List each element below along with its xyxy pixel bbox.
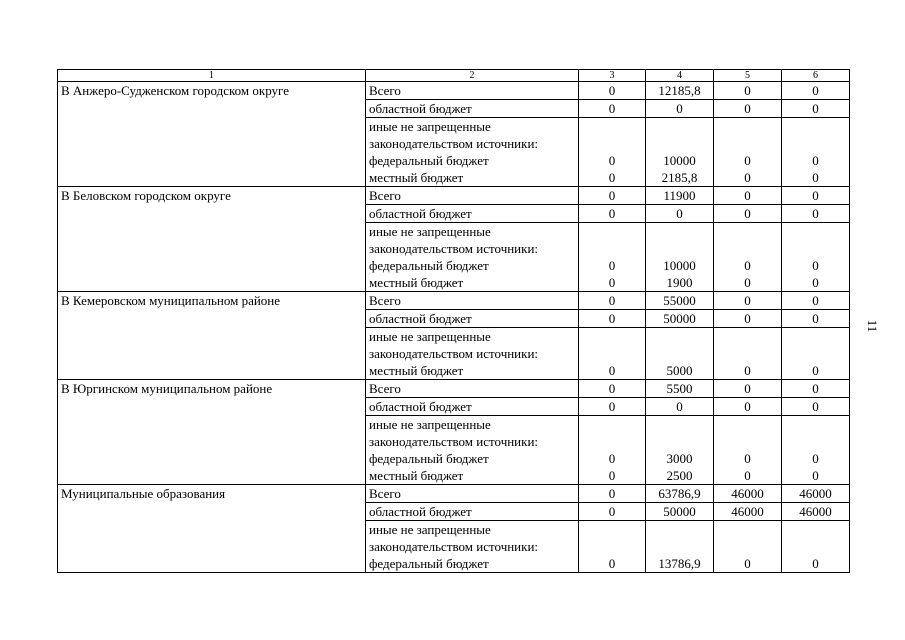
value-cell — [646, 521, 714, 573]
value-cell: 46000 — [782, 503, 850, 521]
value-cell — [579, 416, 646, 485]
spacer-line — [717, 118, 778, 135]
value-cell: 46000 — [714, 485, 782, 503]
source-value: 0 — [812, 275, 819, 290]
spacer-line — [785, 118, 846, 135]
value-cell: 0 — [782, 292, 850, 310]
row-label-other-sources — [366, 416, 579, 485]
spacer-line — [582, 328, 642, 345]
value-cell — [579, 118, 646, 187]
source-value: 3000 — [666, 451, 693, 466]
page-number: 11 — [865, 319, 880, 333]
table-row-total — [58, 485, 850, 503]
value-cell — [782, 223, 850, 292]
spacer-line — [649, 240, 710, 257]
row-label-regional: областной бюджет — [366, 503, 579, 521]
column-number-header: 5 — [714, 70, 782, 82]
source-value: 2500 — [666, 468, 693, 483]
source-value: 0 — [744, 468, 751, 483]
value-cell: 0 — [782, 380, 850, 398]
value-cell: 0 — [646, 205, 714, 223]
table-row-total — [58, 187, 850, 205]
source-value: 0 — [744, 170, 751, 185]
value-cell: 0 — [714, 205, 782, 223]
value-cell — [782, 118, 850, 187]
source-value: 0 — [812, 556, 819, 571]
spacer-line — [582, 135, 642, 152]
table-row-total — [58, 380, 850, 398]
source-value: 0 — [608, 363, 616, 378]
row-label-total: Всего — [366, 187, 579, 205]
column-number-header: 4 — [646, 70, 714, 82]
value-cell: 50000 — [646, 503, 714, 521]
value-cell: 0 — [579, 310, 646, 328]
row-label-total: Всего — [366, 485, 579, 503]
table-row-total — [58, 292, 850, 310]
spacer-line — [785, 521, 846, 538]
source-value: 0 — [812, 363, 819, 378]
value-cell: 0 — [714, 82, 782, 100]
column-number-header: 3 — [579, 70, 646, 82]
value-cell: 11900 — [646, 187, 714, 205]
source-value: 0 — [812, 153, 819, 168]
municipality-name: В Юргинском муниципальном районе — [58, 380, 366, 485]
spacer-line — [785, 538, 846, 555]
value-cell — [782, 328, 850, 380]
source-value: 0 — [812, 258, 819, 273]
spacer-line — [649, 135, 710, 152]
spacer-line — [582, 223, 642, 240]
value-cell — [646, 223, 714, 292]
value-cell: 50000 — [646, 310, 714, 328]
spacer-line — [785, 345, 846, 362]
source-label: федеральный бюджет — [369, 258, 489, 273]
value-cell: 0 — [714, 398, 782, 416]
value-cell: 0 — [714, 380, 782, 398]
source-value: 0 — [608, 170, 616, 185]
row-label-total: Всего — [366, 380, 579, 398]
value-cell: 0 — [782, 310, 850, 328]
value-cell: 0 — [714, 310, 782, 328]
spacer-line — [717, 433, 778, 450]
source-label: местный бюджет — [369, 468, 464, 483]
source-value: 0 — [608, 451, 616, 466]
value-cell: 0 — [579, 100, 646, 118]
source-value: 13786,9 — [658, 556, 701, 571]
value-cell — [579, 328, 646, 380]
column-number-header: 1 — [58, 70, 366, 82]
source-value: 0 — [812, 170, 819, 185]
row-label-other-sources — [366, 328, 579, 380]
other-sources-heading-line: иные не запрещенные — [369, 329, 491, 344]
value-cell: 0 — [714, 187, 782, 205]
column-number-row — [58, 70, 850, 82]
row-label-regional: областной бюджет — [366, 310, 579, 328]
value-cell: 0 — [579, 82, 646, 100]
spacer-line — [717, 328, 778, 345]
value-cell: 0 — [646, 398, 714, 416]
column-number-header: 6 — [782, 70, 850, 82]
value-cell: 46000 — [714, 503, 782, 521]
source-value: 10000 — [663, 258, 696, 273]
source-value: 0 — [744, 556, 751, 571]
spacer-line — [649, 538, 710, 555]
source-value: 0 — [608, 258, 616, 273]
source-label: местный бюджет — [369, 275, 464, 290]
value-cell: 0 — [782, 100, 850, 118]
spacer-line — [582, 416, 642, 433]
other-sources-heading-line: иные не запрещенные — [369, 522, 491, 537]
spacer-line — [582, 538, 642, 555]
source-value: 0 — [744, 258, 751, 273]
table-row-total — [58, 82, 850, 100]
spacer-line — [582, 118, 642, 135]
value-cell: 0 — [579, 503, 646, 521]
other-sources-heading-line: законодательством источники: — [369, 539, 539, 554]
source-label: федеральный бюджет — [369, 153, 489, 168]
value-cell: 0 — [579, 380, 646, 398]
source-value: 0 — [608, 556, 616, 571]
source-value: 0 — [608, 468, 616, 483]
value-cell: 0 — [579, 292, 646, 310]
source-value: 10000 — [663, 153, 696, 168]
value-cell — [782, 521, 850, 573]
source-value: 5000 — [666, 363, 693, 378]
value-cell: 0 — [579, 485, 646, 503]
value-cell — [579, 521, 646, 573]
row-label-other-sources — [366, 521, 579, 573]
value-cell — [646, 118, 714, 187]
value-cell: 0 — [714, 100, 782, 118]
source-label: федеральный бюджет — [369, 451, 489, 466]
source-value: 2185,8 — [661, 170, 698, 185]
value-cell: 5500 — [646, 380, 714, 398]
source-label: федеральный бюджет — [369, 556, 489, 571]
value-cell: 55000 — [646, 292, 714, 310]
value-cell: 0 — [579, 187, 646, 205]
source-value: 0 — [744, 153, 751, 168]
other-sources-heading-line: иные не запрещенные — [369, 119, 491, 134]
other-sources-heading-line: иные не запрещенные — [369, 417, 491, 432]
value-cell: 0 — [579, 205, 646, 223]
value-cell — [579, 223, 646, 292]
row-label-other-sources — [366, 223, 579, 292]
spacer-line — [717, 416, 778, 433]
spacer-line — [582, 433, 642, 450]
spacer-line — [582, 345, 642, 362]
spacer-line — [717, 240, 778, 257]
source-value: 0 — [812, 451, 819, 466]
row-label-regional: областной бюджет — [366, 100, 579, 118]
other-sources-heading-line: иные не запрещенные — [369, 224, 491, 239]
spacer-line — [649, 521, 710, 538]
spacer-line — [649, 345, 710, 362]
table-body — [58, 82, 850, 573]
column-number-header: 2 — [366, 70, 579, 82]
spacer-line — [785, 240, 846, 257]
value-cell — [714, 416, 782, 485]
spacer-line — [582, 521, 642, 538]
row-label-regional: областной бюджет — [366, 398, 579, 416]
spacer-line — [717, 538, 778, 555]
row-label-other-sources — [366, 118, 579, 187]
other-sources-heading-line: законодательством источники: — [369, 434, 539, 449]
value-cell — [714, 118, 782, 187]
value-cell: 12185,8 — [646, 82, 714, 100]
value-cell: 63786,9 — [646, 485, 714, 503]
spacer-line — [649, 328, 710, 345]
spacer-line — [785, 416, 846, 433]
spacer-line — [717, 521, 778, 538]
spacer-line — [717, 345, 778, 362]
value-cell: 0 — [782, 205, 850, 223]
municipality-name: В Беловском городском округе — [58, 187, 366, 292]
row-label-total: Всего — [366, 292, 579, 310]
value-cell — [646, 328, 714, 380]
spacer-line — [785, 328, 846, 345]
municipality-name: В Анжеро-Судженском городском округе — [58, 82, 366, 187]
budget-table — [57, 69, 850, 573]
spacer-line — [717, 223, 778, 240]
source-value: 0 — [744, 451, 751, 466]
source-label: местный бюджет — [369, 170, 464, 185]
other-sources-heading-line: законодательством источники: — [369, 346, 539, 361]
source-value: 0 — [812, 468, 819, 483]
value-cell — [782, 416, 850, 485]
value-cell: 0 — [579, 398, 646, 416]
value-cell: 0 — [782, 187, 850, 205]
source-value: 0 — [608, 275, 616, 290]
value-cell: 0 — [782, 398, 850, 416]
value-cell — [714, 521, 782, 573]
source-value: 0 — [608, 153, 616, 168]
spacer-line — [649, 416, 710, 433]
source-label: местный бюджет — [369, 363, 464, 378]
spacer-line — [582, 240, 642, 257]
source-value: 0 — [744, 363, 751, 378]
value-cell: 0 — [646, 100, 714, 118]
spacer-line — [785, 433, 846, 450]
other-sources-heading-line: законодательством источники: — [369, 241, 539, 256]
spacer-line — [649, 433, 710, 450]
source-value: 1900 — [666, 275, 693, 290]
value-cell: 0 — [782, 82, 850, 100]
source-value: 0 — [744, 275, 751, 290]
row-label-total: Всего — [366, 82, 579, 100]
value-cell — [646, 416, 714, 485]
spacer-line — [785, 223, 846, 240]
municipality-name: В Кемеровском муниципальном районе — [58, 292, 366, 380]
spacer-line — [785, 135, 846, 152]
value-cell — [714, 223, 782, 292]
value-cell: 0 — [714, 292, 782, 310]
row-label-regional: областной бюджет — [366, 205, 579, 223]
spacer-line — [649, 118, 710, 135]
value-cell: 46000 — [782, 485, 850, 503]
municipality-name: Муниципальные образования — [58, 485, 366, 573]
spacer-line — [717, 135, 778, 152]
other-sources-heading-line: законодательством источники: — [369, 136, 539, 151]
value-cell — [714, 328, 782, 380]
spacer-line — [649, 223, 710, 240]
